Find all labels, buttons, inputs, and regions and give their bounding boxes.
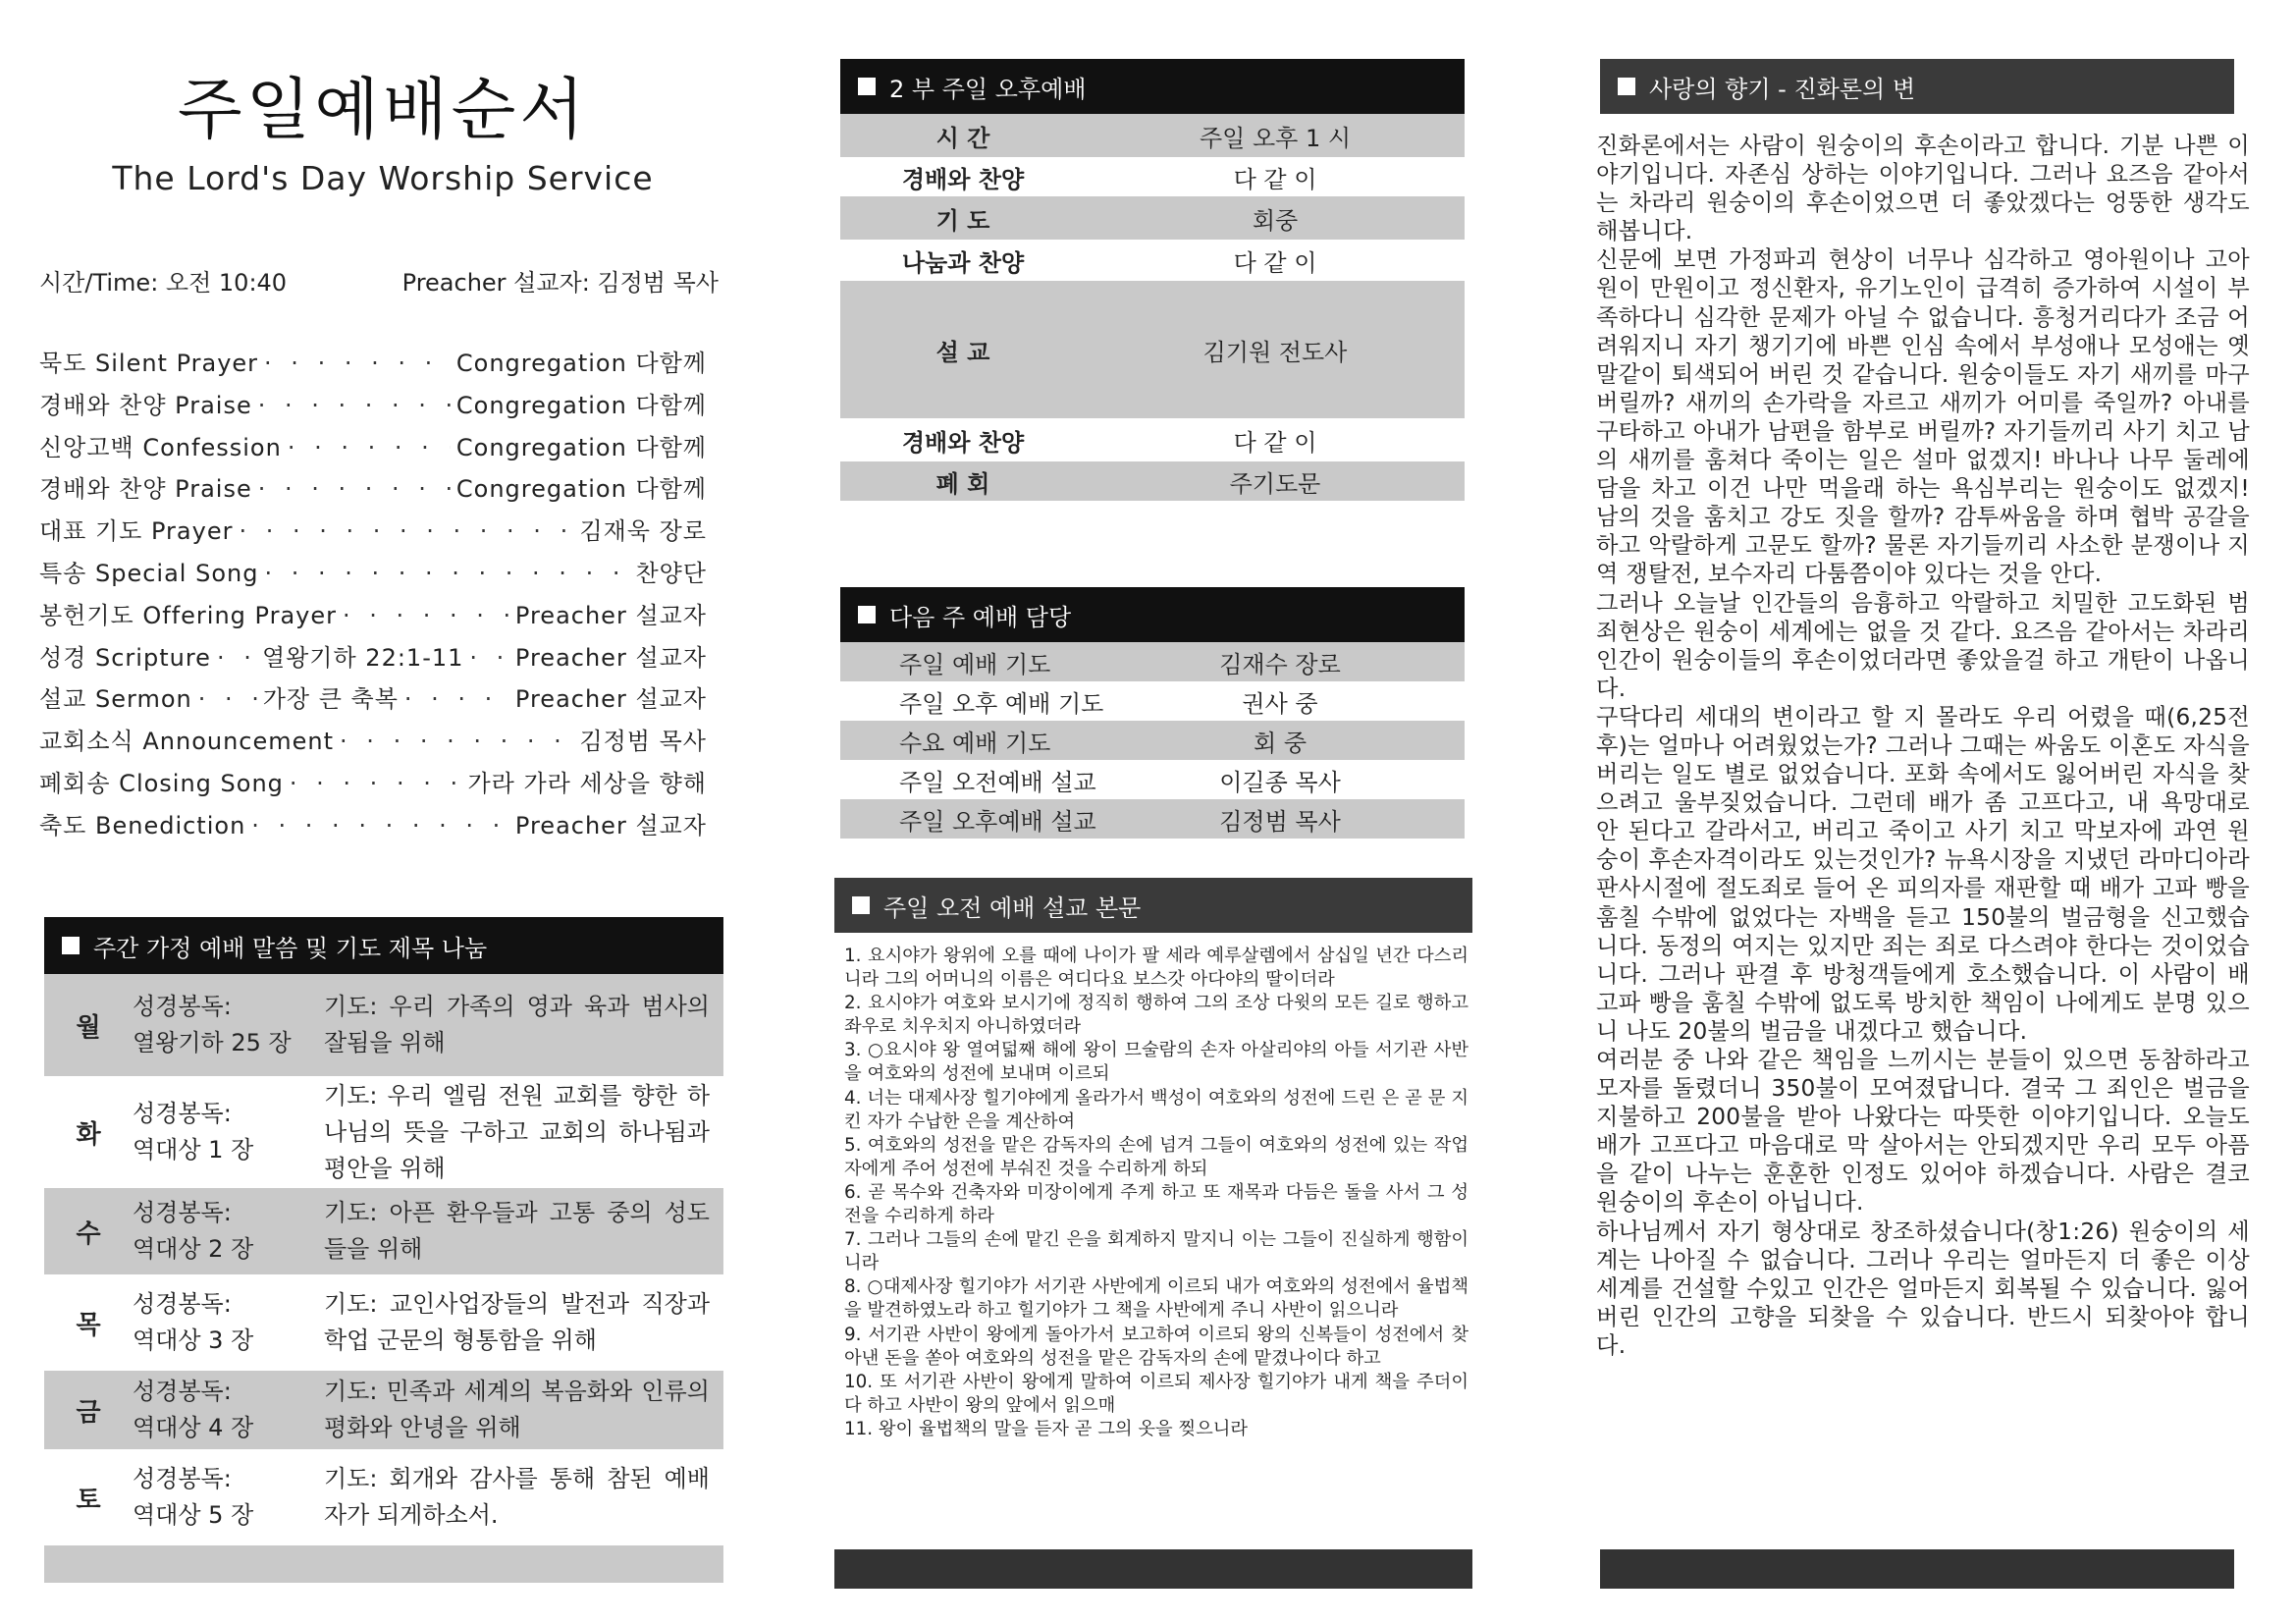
worship-order-list <box>39 344 707 848</box>
leader-dots <box>343 602 509 629</box>
order-item: 경배와 찬양 Praise · · · Congregation 다함께 <box>39 469 707 512</box>
verse: 8. ○대제사장 힐기야가 서기관 사반에게 이르되 내가 여호와의 성전에서 율법책을 발견하였노라 하고 힐기야가 그 책을 사반에게 주니 사반이 읽으니라 <box>844 1276 1468 1322</box>
next-week-duty-table <box>840 587 1465 839</box>
verse: 3. ○요시야 왕 열여덟째 해에 왕이 므술람의 손자 아살리야의 아들 서기관 사반을 여호와의 성전에 보내며 이르되 <box>844 1040 1468 1085</box>
leader-dots <box>198 685 257 713</box>
duty-row: 주일 오후 예배 기도 권사 중 <box>899 689 1318 718</box>
page-subtitle: The Lord's Day Worship Service <box>112 159 654 197</box>
scripture-header: 주일 오전 예배 설교 본문 <box>834 878 1472 933</box>
square-bullet-icon <box>858 606 876 623</box>
pm-row: 나눔과 찬양 다 같 이 <box>901 248 1317 277</box>
square-bullet-icon <box>852 896 870 914</box>
square-bullet-icon <box>62 937 80 954</box>
essay-paragraph: 그러나 오늘날 인간들의 음흉하고 악랄하고 치밀한 고도화된 범죄현상은 원숭이 세계에는 없을 것 같다. 요즈음 같아서는 차라리 인간이 원숭이들의 후손이었더라면 좋았을걸 하고 개탄이 나옵니다. <box>1596 589 2250 702</box>
pm-row: 기 도 회중 <box>840 196 1465 240</box>
essay-body <box>1596 132 2250 1360</box>
weekly-row-wed: 수 성경봉독: 역대상 2 장 기도: 아픈 환우들과 고통 중의 성도들을 위해 <box>44 1188 723 1274</box>
sermon-title: 가장 큰 축복 <box>262 685 399 714</box>
verse: 5. 여호와의 성전을 맡은 감독자의 손에 넘겨 그들이 여호와의 성전에 있는 작업자에게 주어 성전에 부숴진 것을 수리하게 하되 <box>844 1134 1468 1179</box>
leader-dots <box>404 685 509 713</box>
pm-row: 설 교 김기원 전도사 <box>840 281 1465 418</box>
verse: 1. 요시야가 왕위에 오를 때에 나이가 팔 세라 예루살렘에서 삼십일 년간 다스리니라 그의 어머니의 이름은 여디다요 보스갓 아다야의 딸이더라 <box>844 946 1468 991</box>
duty-row: 주일 오후예배 설교 김정범 목사 <box>840 799 1465 839</box>
weekly-row-tue: 화 성경봉독: 역대상 1 장 기도: 우리 엘림 전원 교회를 향한 하나님의 뜻을 구하고 교회의 하나됨과 평안을 위해 <box>76 1081 710 1182</box>
weekly-devotion-table <box>44 917 723 1583</box>
order-item: 특송 Special Song · · · 찬양단 <box>39 554 707 596</box>
service-info <box>39 263 726 298</box>
pm-row: 시 간 주일 오후 1 시 <box>840 114 1465 157</box>
pm-row: 경배와 찬양 다 같 이 <box>901 428 1317 457</box>
weekly-row-mon: 월 성경봉독: 열왕기하 25 장 기도: 우리 가족의 영과 육과 범사의 잘됨을 위해 <box>44 974 723 1076</box>
square-bullet-icon <box>858 78 876 95</box>
scripture-footer-bar <box>834 1549 1472 1589</box>
leader-dots <box>288 434 451 461</box>
order-item: 대표 기도 Prayer · · · 김재욱 장로 <box>39 512 707 554</box>
weekly-row-thu: 목 성경봉독: 역대상 3 장 기도: 교인사업장들의 발전과 직장과 학업 군문의 형통함을 위해 <box>76 1290 710 1354</box>
essay-paragraph: 여러분 중 나와 같은 책임을 느끼시는 분들이 있으면 동참하라고 모자를 돌렸더니 350불이 모여졌답니다. 결국 그 죄인은 벌금을 지불하고 200불을 받아 나왔다는 따뜻한 이야기입니다. 오늘도 배가 고프다고 마음대로 막 살아서는 안되겠지만 우리 모두 아픔을 같이 나누는 훈훈한 인정도 있어야 하겠습니다. 사람은 결코 원숭이의 후손이 아닙니다. <box>1596 1047 2250 1217</box>
verse: 10. 또 서기관 사반이 왕에게 말하여 이르되 제사장 힐기야가 내게 책을 주더이다 하고 사반이 왕의 앞에서 읽으매 <box>844 1371 1468 1416</box>
duty-row: 주일 오전예배 설교 이길종 목사 <box>899 768 1341 796</box>
verse: 4. 너는 대제사장 힐기야에게 올라가서 백성이 여호와의 성전에 드린 은 곧 문 지킨 자가 수납한 은을 계산하여 <box>844 1087 1468 1132</box>
leader-dots <box>251 812 509 839</box>
verse: 9. 서기관 사반이 왕에게 돌아가서 보고하여 이르되 왕의 신복들이 성전에서 찾아낸 돈을 쏟아 여호와의 성전을 맡은 감독자의 손에 맡겼나이다 하고 <box>844 1324 1468 1369</box>
order-item: 교회소식 Announcement · · · 김정범 목사 <box>39 722 707 764</box>
scripture-text <box>844 945 1468 1441</box>
weekly-footer-bar <box>44 1545 723 1583</box>
page-title: 주일예배순서 <box>177 72 589 149</box>
order-item: 신앙고백 Confession · · · Congregation 다함께 <box>39 428 707 470</box>
leader-dots <box>264 350 451 377</box>
verse: 2. 요시야가 여호와 보시기에 정직히 행하여 그의 조상 다윗의 모든 길로 행하고 좌우로 치우치지 아니하였더라 <box>844 993 1468 1038</box>
essay-paragraph: 구닥다리 세대의 변이라고 할 지 몰라도 우리 어렸을 때(6,25전후)는 얼마나 어려웠었는가? 그러나 그때는 싸움도 이혼도 자식을 버리는 일도 별로 없었습니다. 포화 속에서도 잃어버린 자식을 찾으려고 울부짖었습니다. 그런데 배가 좀 고프다고, 내 욕망대로 안 된다고 갈라서고, 버리고 죽이고 사기 치고 막보자에 과연 원숭이 후손자격이라도 있는것인가? 뉴욕시장을 지냈던 라마디아라 판사시절에 절도죄로 들어 온 피의자를 재판할 때 배가 고파 빵을 훔칠 수밖에 없었다는 자백을 듣고 150불의 벌금형을 신고했습니다. 동정의 여지는 있지만 죄는 죄로 다스려야 한다는 것이었습니다. 그러나 판결 후 방청객들에게 호소했습니다. 이 사람이 배고파 빵을 훔칠 수밖에 없도록 방치한 책임이 나에게도 분명 있으니 나도 20불의 벌금을 내겠다고 했습니다. <box>1596 703 2250 1045</box>
afternoon-service-table <box>840 59 1465 501</box>
leader-dots <box>258 475 451 503</box>
pm-row: 폐 회 주기도문 <box>840 461 1465 501</box>
essay-paragraph: 신문에 보면 가정파괴 현상이 너무나 심각하고 영아원이나 고아원이 만원이고 정신환자, 유기노인이 급격히 증가하여 시설이 부족하다니 심각한 문제가 아닐 수 없습니다. 흥청거리다가 조금 어려워지니 자기 챙기기에 바쁜 인심 속에서 부성애나 모성애는 옛말같이 퇴색되어 버린 것 같습니다. 원숭이들도 자기 새끼를 마구 버릴까? 새끼의 손가락을 자르고 새끼가 어미를 죽일까? 아내를 구타하고 아내가 남편을 함부로 버릴까? 자기들끼리 사기 치고 남의 새끼를 훔쳐다 죽이는 일은 설마 없겠지! 바나나 나무 둘레에 담을 차고 이건 나만 먹을래 하는 욕심부리는 원숭이도 없겠지! 남의 것을 훔치고 강도 짓을 할까? 감투싸움을 하며 협박 공갈을 하고 악랄하게 고문도 할까? 물론 자기들끼리 사소한 분쟁이나 지역 쟁탈전, 보수자리 다툼쯤이야 있다는 것을 안다. <box>1596 246 2250 588</box>
duty-row: 수요 예배 기도 회 중 <box>840 721 1465 760</box>
next-week-duty-header: 다음 주 예배 담당 <box>840 587 1465 642</box>
order-item: 축도 Benediction · · · Preacher 설교자 <box>39 806 707 848</box>
order-item: 봉헌기도 Offering Prayer · · · Preacher 설교자 <box>39 596 707 638</box>
scripture-reference: 열왕기하 22:1-11 <box>261 643 464 672</box>
weekly-devotion-header: 주간 가정 예배 말씀 및 기도 제목 나눔 <box>44 917 723 974</box>
order-item: 성경 Scripture · · · 열왕기하 22:1-11 · · · Preacher 설교자 <box>39 638 707 680</box>
essay-footer-bar <box>1600 1549 2234 1589</box>
pm-row: 경배와 찬양 다 같 이 <box>901 165 1317 193</box>
afternoon-service-header: 2 부 주일 오후예배 <box>840 59 1465 114</box>
weekly-row-sat: 토 성경봉독: 역대상 5 장 기도: 회개와 감사를 통해 참된 예배자가 되게하소서. <box>76 1465 710 1529</box>
order-item: 폐회송 Closing Song · · · 가라 가라 세상을 향해 <box>39 764 707 806</box>
weekly-row-fri: 금 성경봉독: 역대상 4 장 기도: 민족과 세계의 복음화와 인류의 평화와 안녕을 위해 <box>44 1371 723 1449</box>
essay-paragraph: 진화론에서는 사람이 원숭이의 후손이라고 합니다. 기분 나쁜 이야기입니다. 자존심 상하는 이야기입니다. 그러나 요즈음 같아서는 차라리 원숭이의 후손이었으면 더 좋았겠다는 엉뚱한 생각도 해봅니다. <box>1596 133 2250 245</box>
verse: 7. 그러나 그들의 손에 맡긴 은을 회계하지 말지니 이는 그들이 진실하게 행함이니라 <box>844 1229 1468 1274</box>
leader-dots <box>340 728 573 755</box>
verse: 6. 곧 목수와 건축자와 미장이에게 주게 하고 또 재목과 다듬은 돌을 사서 그 성전을 수리하게 하라 <box>844 1181 1468 1227</box>
order-item: 경배와 찬양 Praise · · · Congregation 다함께 <box>39 386 707 428</box>
service-preacher: Preacher 설교자: 김정범 목사 <box>401 269 719 297</box>
leader-dots <box>239 517 573 545</box>
leader-dots <box>264 560 629 587</box>
leader-dots <box>217 644 256 672</box>
leader-dots <box>469 644 509 672</box>
order-item: 묵도 Silent Prayer · · · Congregation 다함께 <box>39 344 707 386</box>
leader-dots <box>290 770 462 797</box>
duty-row: 주일 예배 기도 김재수 장로 <box>840 642 1465 681</box>
square-bullet-icon <box>1618 78 1635 95</box>
essay-paragraph: 하나님께서 자기 형상대로 창조하셨습니다(창1:26) 원숭이의 세계는 나아질 수 없습니다. 그러나 우리는 얼마든지 더 좋은 이상세계를 건설할 수있고 인간은 얼마든지 회복될 수 있습니다. 잃어버린 인간의 고향을 되찾을 수 있습니다. 반드시 되찾아야 합니다. <box>1596 1218 2250 1359</box>
essay-header: 사랑의 향기 - 진화론의 변 <box>1600 59 2234 114</box>
verse: 11. 왕이 율법책의 말을 듣자 곧 그의 옷을 찢으니라 <box>844 1418 1249 1439</box>
service-time: 시간/Time: 오전 10:40 <box>39 269 288 297</box>
leader-dots <box>258 392 451 419</box>
order-item: 설교 Sermon · · · 가장 큰 축복 · · · Preacher 설교자 <box>39 679 707 722</box>
